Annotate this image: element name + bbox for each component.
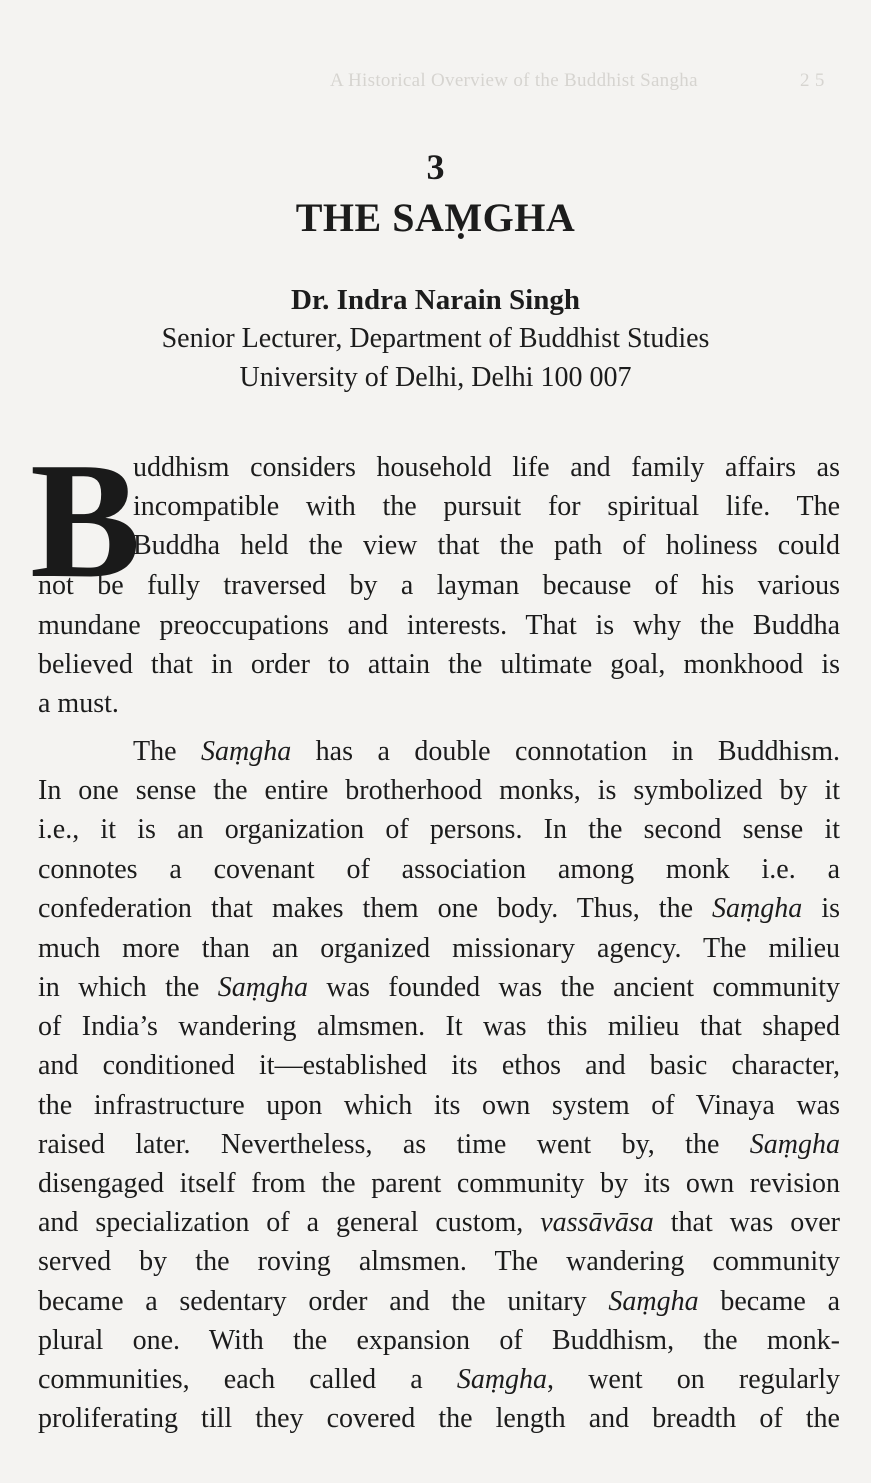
author-affiliation-department: Senior Lecturer, Department of Buddhist Studies [161, 323, 710, 354]
body-line: mundane preoccupations and interests. That is why the Buddha [38, 610, 840, 641]
author-name: Dr. Indra Narain Singh [290, 284, 580, 316]
body-line: served by the roving almsmen. The wandering community [38, 1246, 840, 1277]
italic-term: Saṃgha [217, 972, 308, 1003]
body-line: much more than an organized missionary agency. The milieu [38, 933, 840, 964]
body-line: plural one. With the expansion of Buddhism, the monk- [38, 1325, 840, 1356]
text-run: raised later. Nevertheless, as time went by, the [38, 1129, 750, 1160]
text-run: has a double connotation in Buddhism. [291, 736, 840, 767]
author-affiliation-university: University of Delhi, Delhi 100 007 [239, 362, 632, 393]
running-header-page: 2 5 [800, 70, 825, 91]
body-line: the infrastructure upon which its own system of Vinaya was [38, 1090, 840, 1121]
body-line [38, 1282, 840, 1321]
body-line: In one sense the entire brotherhood monks, is symbolized by it [38, 775, 840, 806]
italic-term: Saṃgha [200, 736, 292, 767]
italic-term: Saṃgha [608, 1286, 699, 1317]
running-header-title: A Historical Overview of the Buddhist Sangha [330, 70, 698, 91]
body-line: a must. [38, 688, 119, 719]
bleed-through-running-header [330, 70, 850, 92]
text-run: and specialization of a general custom, [38, 1207, 541, 1238]
chapter-title: THE SAṂGHA [295, 195, 576, 240]
italic-term: vassāvāsa [540, 1207, 654, 1238]
text-run: in which the [38, 972, 218, 1003]
text-run: became a sedentary order and the unitary [38, 1286, 609, 1317]
body-line: disengaged itself from the parent community by its own revision [38, 1168, 840, 1199]
body-line: proliferating till they covered the length and breadth of the [38, 1403, 840, 1434]
body-line: uddhism considers household life and family affairs as [133, 452, 840, 483]
body-line: believed that in order to attain the ultimate goal, monkhood is [38, 649, 840, 680]
body-line: connotes a covenant of association among monk i.e. a [38, 854, 840, 885]
body-line: and conditioned it—established its ethos and basic character, [38, 1050, 840, 1081]
text-run: is [802, 893, 840, 924]
body-line [133, 732, 840, 771]
body-line [38, 1203, 840, 1242]
body-line [38, 889, 840, 928]
body-line [38, 1360, 840, 1399]
text-run: that was over [653, 1207, 840, 1238]
body-line [38, 968, 840, 1007]
body-line [38, 1125, 840, 1164]
text-run: confederation that makes them one body. Thus, the [38, 893, 713, 924]
body-line: Buddha held the view that the path of holiness could [133, 530, 840, 561]
text-run: communities, each called a [38, 1364, 457, 1395]
text-run: The [133, 736, 201, 767]
body-line: incompatible with the pursuit for spiritual life. The [133, 491, 840, 522]
text-run: became a [698, 1286, 840, 1317]
text-run: , went on regularly [547, 1364, 840, 1395]
italic-term: Saṃgha [749, 1129, 840, 1160]
body-line: not be fully traversed by a layman because of his various [38, 570, 840, 601]
drop-cap: B [30, 428, 141, 612]
italic-term: Saṃgha [456, 1364, 548, 1395]
body-line: i.e., it is an organization of persons. In the second sense it [38, 814, 840, 845]
body-line: of India’s wandering almsmen. It was this milieu that shaped [38, 1011, 840, 1042]
italic-term: Saṃgha [712, 893, 803, 924]
text-run: was founded was the ancient community [307, 972, 840, 1003]
chapter-number: 3 [426, 147, 445, 187]
